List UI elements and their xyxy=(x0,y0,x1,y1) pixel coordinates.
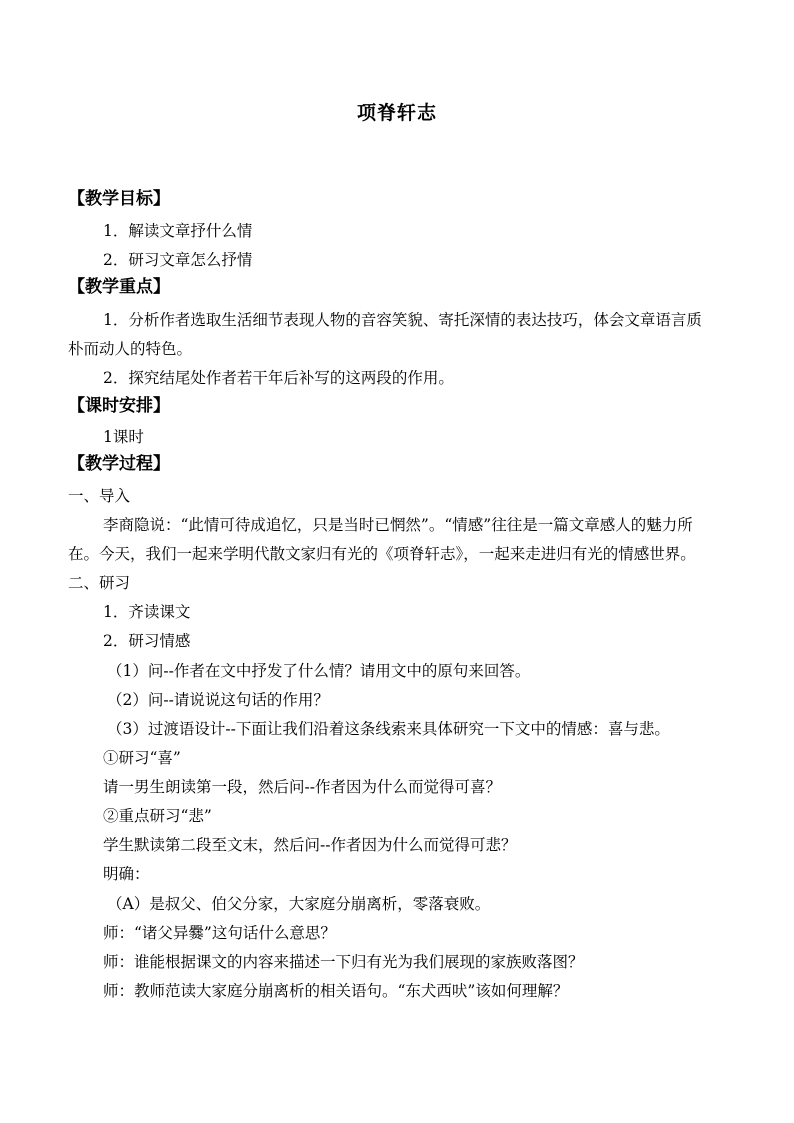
goal-item-2: 2．研习文章怎么抒情 xyxy=(103,251,253,269)
focus-item-2: 2．探究结尾处作者若干年后补写的这两段的作用。 xyxy=(103,369,454,387)
goal-item-1: 1．解读文章抒什么情 xyxy=(103,222,253,240)
heading-teaching-goals: 【教学目标】 xyxy=(68,189,170,209)
teacher-line-1: 师：“诸父异爨”这句话什么意思？ xyxy=(103,924,336,942)
question-3: （3）过渡语设计--下面让我们沿着这条线索来具体研究一下文中的情感：喜与悲。 xyxy=(107,720,670,738)
clarify-label: 明确： xyxy=(103,865,150,883)
question-1: （1）问--作者在文中抒发了什么情？请用文中的原句来回答。 xyxy=(107,662,531,680)
teacher-line-2: 师：谁能根据课文的内容来描述一下归有光为我们展现的家族败落图？ xyxy=(103,953,584,971)
part-2-title: 二、研习 xyxy=(68,574,131,592)
heading-teaching-focus: 【教学重点】 xyxy=(68,277,170,297)
document-title: 项脊轩志 xyxy=(356,102,437,124)
sub-topic-sorrow-text: 学生默读第二段至文末，然后问--作者因为什么而觉得可悲？ xyxy=(103,836,517,854)
sub-topic-joy: ①研习“喜” xyxy=(103,749,181,767)
focus-item-1-line-2: 朴而动人的特色。 xyxy=(68,340,193,358)
schedule-value: 1课时 xyxy=(103,428,144,446)
answer-a: （A）是叔父、伯父分家，大家庭分崩离析，零落衰败。 xyxy=(107,895,491,913)
intro-paragraph-line-2: 在。今天，我们一起来学明代散文家归有光的《项脊轩志》，一起来走进归有光的情感世界。 xyxy=(68,545,696,563)
sub-topic-sorrow: ②重点研习“悲” xyxy=(103,807,212,825)
sub-topic-joy-text: 请一男生朗读第一段，然后问--作者因为什么而觉得可喜？ xyxy=(103,778,501,796)
step-1: 1．齐读课文 xyxy=(103,603,191,621)
focus-item-1-line-1: 1．分析作者选取生活细节表现人物的音容笑貌、寄托深情的表达技巧，体会文章语言质 xyxy=(103,311,702,329)
step-2: 2．研习情感 xyxy=(103,632,191,650)
teacher-line-3: 师：教师范读大家庭分崩离析的相关语句。“东犬西吠”该如何理解？ xyxy=(103,982,569,1000)
heading-schedule: 【课时安排】 xyxy=(68,396,170,416)
part-1-title: 一、导入 xyxy=(68,487,131,505)
intro-paragraph-line-1: 李商隐说：“此情可待成追忆，只是当时已惘然”。“情感”往往是一篇文章感人的魅力所 xyxy=(103,516,693,534)
heading-teaching-process: 【教学过程】 xyxy=(68,454,170,474)
question-2: （2）问--请说说这句话的作用？ xyxy=(107,691,329,709)
